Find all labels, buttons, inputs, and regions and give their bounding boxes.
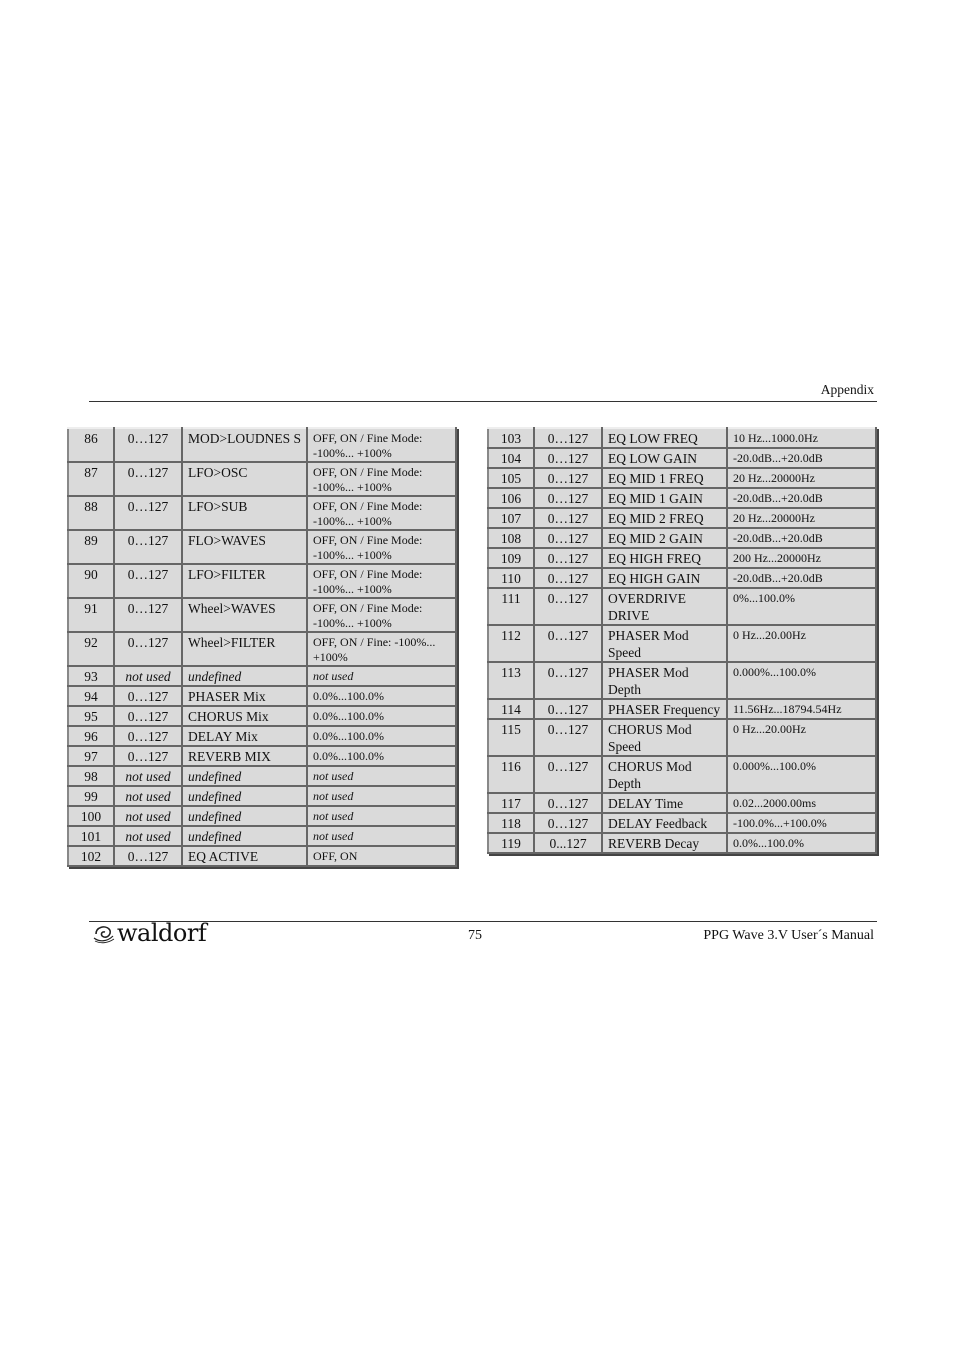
table-row: [68, 786, 456, 806]
param-range-cell: not used: [114, 666, 182, 686]
param-name-cell: LFO>FILTER: [182, 564, 307, 598]
param-value-cell: OFF, ON / Fine Mode: -100%... +100%: [307, 564, 456, 598]
param-name-cell: PHASER Mod Speed: [602, 625, 727, 662]
table-row: [68, 530, 456, 564]
param-range-cell: 0...127: [534, 833, 602, 853]
table-row: [68, 462, 456, 496]
param-value-cell: 11.56Hz...18794.54Hz: [727, 699, 876, 719]
table-row: [488, 793, 876, 813]
param-number-cell: 118: [488, 813, 534, 833]
param-name-cell: Wheel>FILTER: [182, 632, 307, 666]
param-range-cell: 0…127: [534, 468, 602, 488]
param-range-cell: 0…127: [534, 756, 602, 793]
param-value-cell: 0%...100.0%: [727, 588, 876, 625]
table-row: [488, 468, 876, 488]
table-row: [68, 632, 456, 666]
table-row: [68, 726, 456, 746]
param-value-cell: OFF, ON / Fine Mode: -100%... +100%: [307, 598, 456, 632]
param-number-cell: 86: [68, 428, 114, 462]
param-name-cell: PHASER Mod Depth: [602, 662, 727, 699]
param-value-cell: 0.0%...100.0%: [307, 686, 456, 706]
table-row: [68, 826, 456, 846]
param-number-cell: 102: [68, 846, 114, 866]
param-value-cell: -20.0dB...+20.0dB: [727, 448, 876, 468]
param-number-cell: 98: [68, 766, 114, 786]
header-rule: [89, 401, 877, 402]
table-row: [488, 833, 876, 853]
table-row: [488, 588, 876, 625]
param-number-cell: 110: [488, 568, 534, 588]
param-range-cell: 0…127: [114, 846, 182, 866]
section-header: Appendix: [820, 382, 874, 397]
param-name-cell: FLO>WAVES: [182, 530, 307, 564]
param-range-cell: 0…127: [534, 568, 602, 588]
param-name-cell: EQ MID 1 GAIN: [602, 488, 727, 508]
parameter-table-right: [487, 427, 877, 854]
table-row: [488, 756, 876, 793]
param-range-cell: 0…127: [534, 793, 602, 813]
param-value-cell: 0 Hz...20.00Hz: [727, 719, 876, 756]
param-number-cell: 112: [488, 625, 534, 662]
param-number-cell: 117: [488, 793, 534, 813]
param-value-cell: OFF, ON / Fine Mode: -100%... +100%: [307, 462, 456, 496]
waldorf-logo: [93, 918, 206, 948]
table-row: [68, 686, 456, 706]
param-number-cell: 96: [68, 726, 114, 746]
table-row: [488, 428, 876, 448]
table-row: [68, 806, 456, 826]
param-name-cell: DELAY Mix: [182, 726, 307, 746]
param-value-cell: -100.0%...+100.0%: [727, 813, 876, 833]
brand-name: waldorf: [117, 919, 207, 947]
param-name-cell: undefined: [182, 806, 307, 826]
param-number-cell: 107: [488, 508, 534, 528]
param-name-cell: CHORUS Mix: [182, 706, 307, 726]
param-number-cell: 109: [488, 548, 534, 568]
param-number-cell: 89: [68, 530, 114, 564]
param-value-cell: not used: [307, 826, 456, 846]
table-row: [488, 813, 876, 833]
param-value-cell: 0.000%...100.0%: [727, 756, 876, 793]
manual-title: PPG Wave 3.V User´s Manual: [703, 928, 874, 943]
table-row: [68, 564, 456, 598]
param-name-cell: undefined: [182, 666, 307, 686]
param-name-cell: MOD>LOUDNES S: [182, 428, 307, 462]
param-name-cell: EQ ACTIVE: [182, 846, 307, 866]
param-number-cell: 94: [68, 686, 114, 706]
param-name-cell: EQ MID 1 FREQ: [602, 468, 727, 488]
param-name-cell: EQ MID 2 GAIN: [602, 528, 727, 548]
param-value-cell: OFF, ON / Fine Mode: -100%... +100%: [307, 496, 456, 530]
param-value-cell: 0.0%...100.0%: [727, 833, 876, 853]
param-number-cell: 106: [488, 488, 534, 508]
table-row: [68, 428, 456, 462]
param-name-cell: PHASER Mix: [182, 686, 307, 706]
param-range-cell: not used: [114, 826, 182, 846]
param-number-cell: 116: [488, 756, 534, 793]
param-range-cell: 0…127: [114, 726, 182, 746]
waldorf-swirl-icon: [93, 922, 115, 944]
table-row: [488, 528, 876, 548]
param-number-cell: 97: [68, 746, 114, 766]
param-name-cell: LFO>SUB: [182, 496, 307, 530]
param-number-cell: 87: [68, 462, 114, 496]
param-number-cell: 119: [488, 833, 534, 853]
param-number-cell: 95: [68, 706, 114, 726]
param-value-cell: not used: [307, 786, 456, 806]
param-range-cell: 0…127: [534, 662, 602, 699]
table-row: [68, 746, 456, 766]
param-value-cell: 0.000%...100.0%: [727, 662, 876, 699]
param-name-cell: DELAY Time: [602, 793, 727, 813]
table-row: [68, 766, 456, 786]
param-range-cell: 0…127: [114, 632, 182, 666]
param-name-cell: REVERB Decay: [602, 833, 727, 853]
param-number-cell: 90: [68, 564, 114, 598]
param-range-cell: 0…127: [114, 746, 182, 766]
param-range-cell: 0…127: [114, 428, 182, 462]
param-value-cell: 0.0%...100.0%: [307, 726, 456, 746]
param-name-cell: Wheel>WAVES: [182, 598, 307, 632]
param-number-cell: 113: [488, 662, 534, 699]
param-number-cell: 103: [488, 428, 534, 448]
table-row: [488, 719, 876, 756]
param-number-cell: 91: [68, 598, 114, 632]
param-number-cell: 88: [68, 496, 114, 530]
param-range-cell: not used: [114, 786, 182, 806]
param-value-cell: not used: [307, 766, 456, 786]
param-range-cell: 0…127: [534, 625, 602, 662]
param-name-cell: EQ LOW GAIN: [602, 448, 727, 468]
table-row: [68, 706, 456, 726]
parameter-table-left: [67, 427, 457, 867]
param-value-cell: -20.0dB...+20.0dB: [727, 488, 876, 508]
param-name-cell: DELAY Feedback: [602, 813, 727, 833]
param-name-cell: EQ HIGH GAIN: [602, 568, 727, 588]
table-row: [488, 548, 876, 568]
table-row: [488, 699, 876, 719]
table-row: [68, 598, 456, 632]
param-value-cell: 200 Hz...20000Hz: [727, 548, 876, 568]
footer-rule: [89, 921, 877, 922]
param-name-cell: undefined: [182, 766, 307, 786]
param-value-cell: OFF, ON / Fine: -100%... +100%: [307, 632, 456, 666]
param-number-cell: 105: [488, 468, 534, 488]
table-row: [68, 496, 456, 530]
param-value-cell: -20.0dB...+20.0dB: [727, 528, 876, 548]
param-name-cell: undefined: [182, 786, 307, 806]
param-value-cell: 20 Hz...20000Hz: [727, 508, 876, 528]
page-number: 75: [468, 928, 482, 943]
param-number-cell: 111: [488, 588, 534, 625]
param-value-cell: 0 Hz...20.00Hz: [727, 625, 876, 662]
param-name-cell: EQ LOW FREQ: [602, 428, 727, 448]
param-number-cell: 101: [68, 826, 114, 846]
param-value-cell: 0.0%...100.0%: [307, 746, 456, 766]
param-number-cell: 108: [488, 528, 534, 548]
param-value-cell: not used: [307, 806, 456, 826]
table-row: [488, 508, 876, 528]
param-name-cell: REVERB MIX: [182, 746, 307, 766]
param-range-cell: 0…127: [534, 428, 602, 448]
param-name-cell: CHORUS Mod Speed: [602, 719, 727, 756]
param-name-cell: LFO>OSC: [182, 462, 307, 496]
param-value-cell: OFF, ON / Fine Mode: -100%... +100%: [307, 428, 456, 462]
param-value-cell: 20 Hz...20000Hz: [727, 468, 876, 488]
param-number-cell: 93: [68, 666, 114, 686]
param-name-cell: PHASER Frequency: [602, 699, 727, 719]
param-range-cell: 0…127: [534, 448, 602, 468]
table-row: [488, 625, 876, 662]
param-value-cell: 0.02...2000.00ms: [727, 793, 876, 813]
param-range-cell: 0…127: [114, 564, 182, 598]
table-row: [488, 448, 876, 468]
table-row: [488, 568, 876, 588]
param-name-cell: CHORUS Mod Depth: [602, 756, 727, 793]
param-range-cell: 0…127: [534, 699, 602, 719]
param-number-cell: 104: [488, 448, 534, 468]
param-value-cell: -20.0dB...+20.0dB: [727, 568, 876, 588]
param-number-cell: 115: [488, 719, 534, 756]
table-row: [488, 488, 876, 508]
param-range-cell: 0…127: [534, 719, 602, 756]
param-number-cell: 114: [488, 699, 534, 719]
param-number-cell: 99: [68, 786, 114, 806]
param-range-cell: 0…127: [114, 706, 182, 726]
param-value-cell: OFF, ON / Fine Mode: -100%... +100%: [307, 530, 456, 564]
param-range-cell: 0…127: [534, 488, 602, 508]
param-range-cell: 0…127: [534, 528, 602, 548]
param-name-cell: OVERDRIVE DRIVE: [602, 588, 727, 625]
param-name-cell: EQ HIGH FREQ: [602, 548, 727, 568]
param-range-cell: 0…127: [114, 598, 182, 632]
param-range-cell: 0…127: [114, 496, 182, 530]
param-range-cell: 0…127: [114, 686, 182, 706]
param-value-cell: not used: [307, 666, 456, 686]
param-range-cell: 0…127: [534, 588, 602, 625]
param-range-cell: not used: [114, 806, 182, 826]
table-row: [68, 666, 456, 686]
param-name-cell: undefined: [182, 826, 307, 846]
table-row: [68, 846, 456, 866]
param-number-cell: 100: [68, 806, 114, 826]
param-range-cell: 0…127: [534, 813, 602, 833]
param-range-cell: not used: [114, 766, 182, 786]
table-row: [488, 662, 876, 699]
param-value-cell: 10 Hz...1000.0Hz: [727, 428, 876, 448]
param-value-cell: OFF, ON: [307, 846, 456, 866]
param-range-cell: 0…127: [534, 508, 602, 528]
param-range-cell: 0…127: [114, 530, 182, 564]
param-name-cell: EQ MID 2 FREQ: [602, 508, 727, 528]
param-value-cell: 0.0%...100.0%: [307, 706, 456, 726]
param-number-cell: 92: [68, 632, 114, 666]
param-range-cell: 0…127: [534, 548, 602, 568]
param-range-cell: 0…127: [114, 462, 182, 496]
